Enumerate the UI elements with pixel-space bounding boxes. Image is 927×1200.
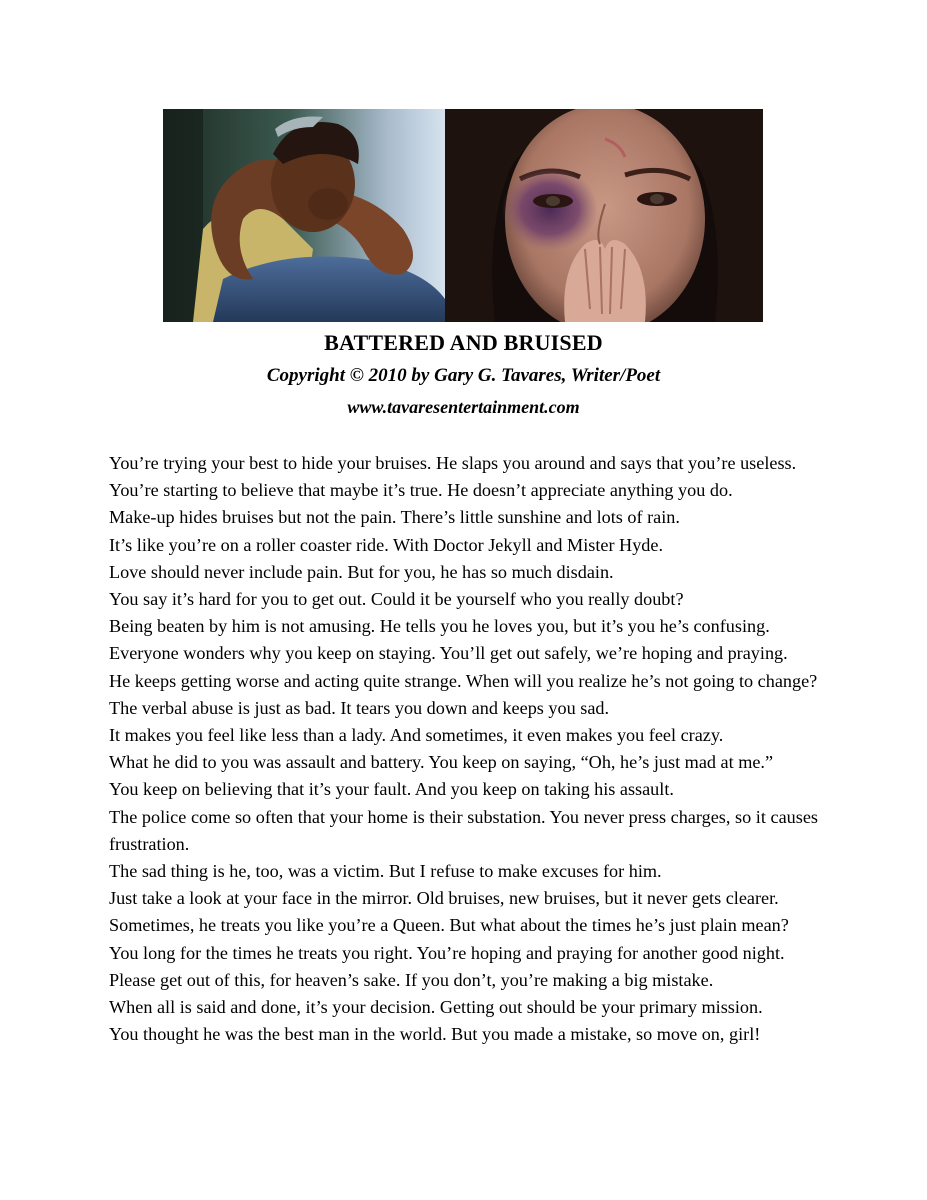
header-banner-image [163, 109, 763, 322]
poem-line: Being beaten by him is not amusing. He tells you he loves you, but it’s you he’s confusing. [109, 616, 770, 637]
photo-sad-girl [163, 109, 445, 322]
poem-line: You long for the times he treats you right. You’re hoping and praying for another good night. [109, 942, 785, 963]
poem-line: You’re trying your best to hide your bruises. He slaps you around and says that you’re useless. [109, 453, 797, 473]
poem-line: Just take a look at your face in the mirror. Old bruises, new bruises, but it never gets clearer. [109, 888, 779, 909]
poem-line: Make-up hides bruises but not the pain. There’s little sunshine and lots of rain. [109, 507, 680, 528]
poem-line: Sometimes, he treats you like you’re a Queen. But what about the times he’s just plain mean? [109, 915, 789, 936]
page-title: BATTERED AND BRUISED [324, 330, 603, 355]
poem-line: The sad thing is he, too, was a victim. But I refuse to make excuses for him. [109, 861, 662, 882]
poem-line: When all is said and done, it’s your decision. Getting out should be your primary mission. [109, 997, 763, 1018]
poem-line: The verbal abuse is just as bad. It tears you down and keeps you sad. [109, 697, 610, 718]
website-link[interactable]: www.tavaresentertainment.com [347, 397, 580, 417]
poem-line: You thought he was the best man in the world. But you made a mistake, so move on, girl! [109, 1024, 761, 1045]
poem-line: You keep on believing that it’s your fault. And you keep on taking his assault. [109, 779, 674, 800]
poem-line: He keeps getting worse and acting quite strange. When will you realize he’s not going to change? [109, 670, 818, 691]
copyright-line: Copyright © 2010 by Gary G. Tavares, Writer/Poet [266, 365, 661, 386]
poem-line: Please get out of this, for heaven’s sake. If you don’t, you’re making a big mistake. [109, 969, 714, 990]
poem-line: Love should never include pain. But for you, he has so much disdain. [109, 561, 614, 582]
poem-line: You’re starting to believe that maybe it’s true. He doesn’t appreciate anything you do. [109, 480, 733, 501]
poem-line: It makes you feel like less than a lady. And sometimes, it even makes you feel crazy. [109, 725, 724, 746]
poem-line: The police come so often that your home is their substation. You never press charges, so it causes frustration. [109, 806, 818, 854]
poem-line: You say it’s hard for you to get out. Could it be yourself who you really doubt? [109, 589, 684, 610]
photo-bruised-woman [445, 109, 763, 322]
poem-line: It’s like you’re on a roller coaster ride. With Doctor Jekyll and Mister Hyde. [109, 534, 663, 555]
poem-line: What he did to you was assault and battery. You keep on saying, “Oh, he’s just mad at me.” [109, 752, 774, 773]
poem-body [109, 450, 818, 1048]
poem-line: Everyone wonders why you keep on staying. You’ll get out safely, we’re hoping and praying. [109, 643, 788, 664]
